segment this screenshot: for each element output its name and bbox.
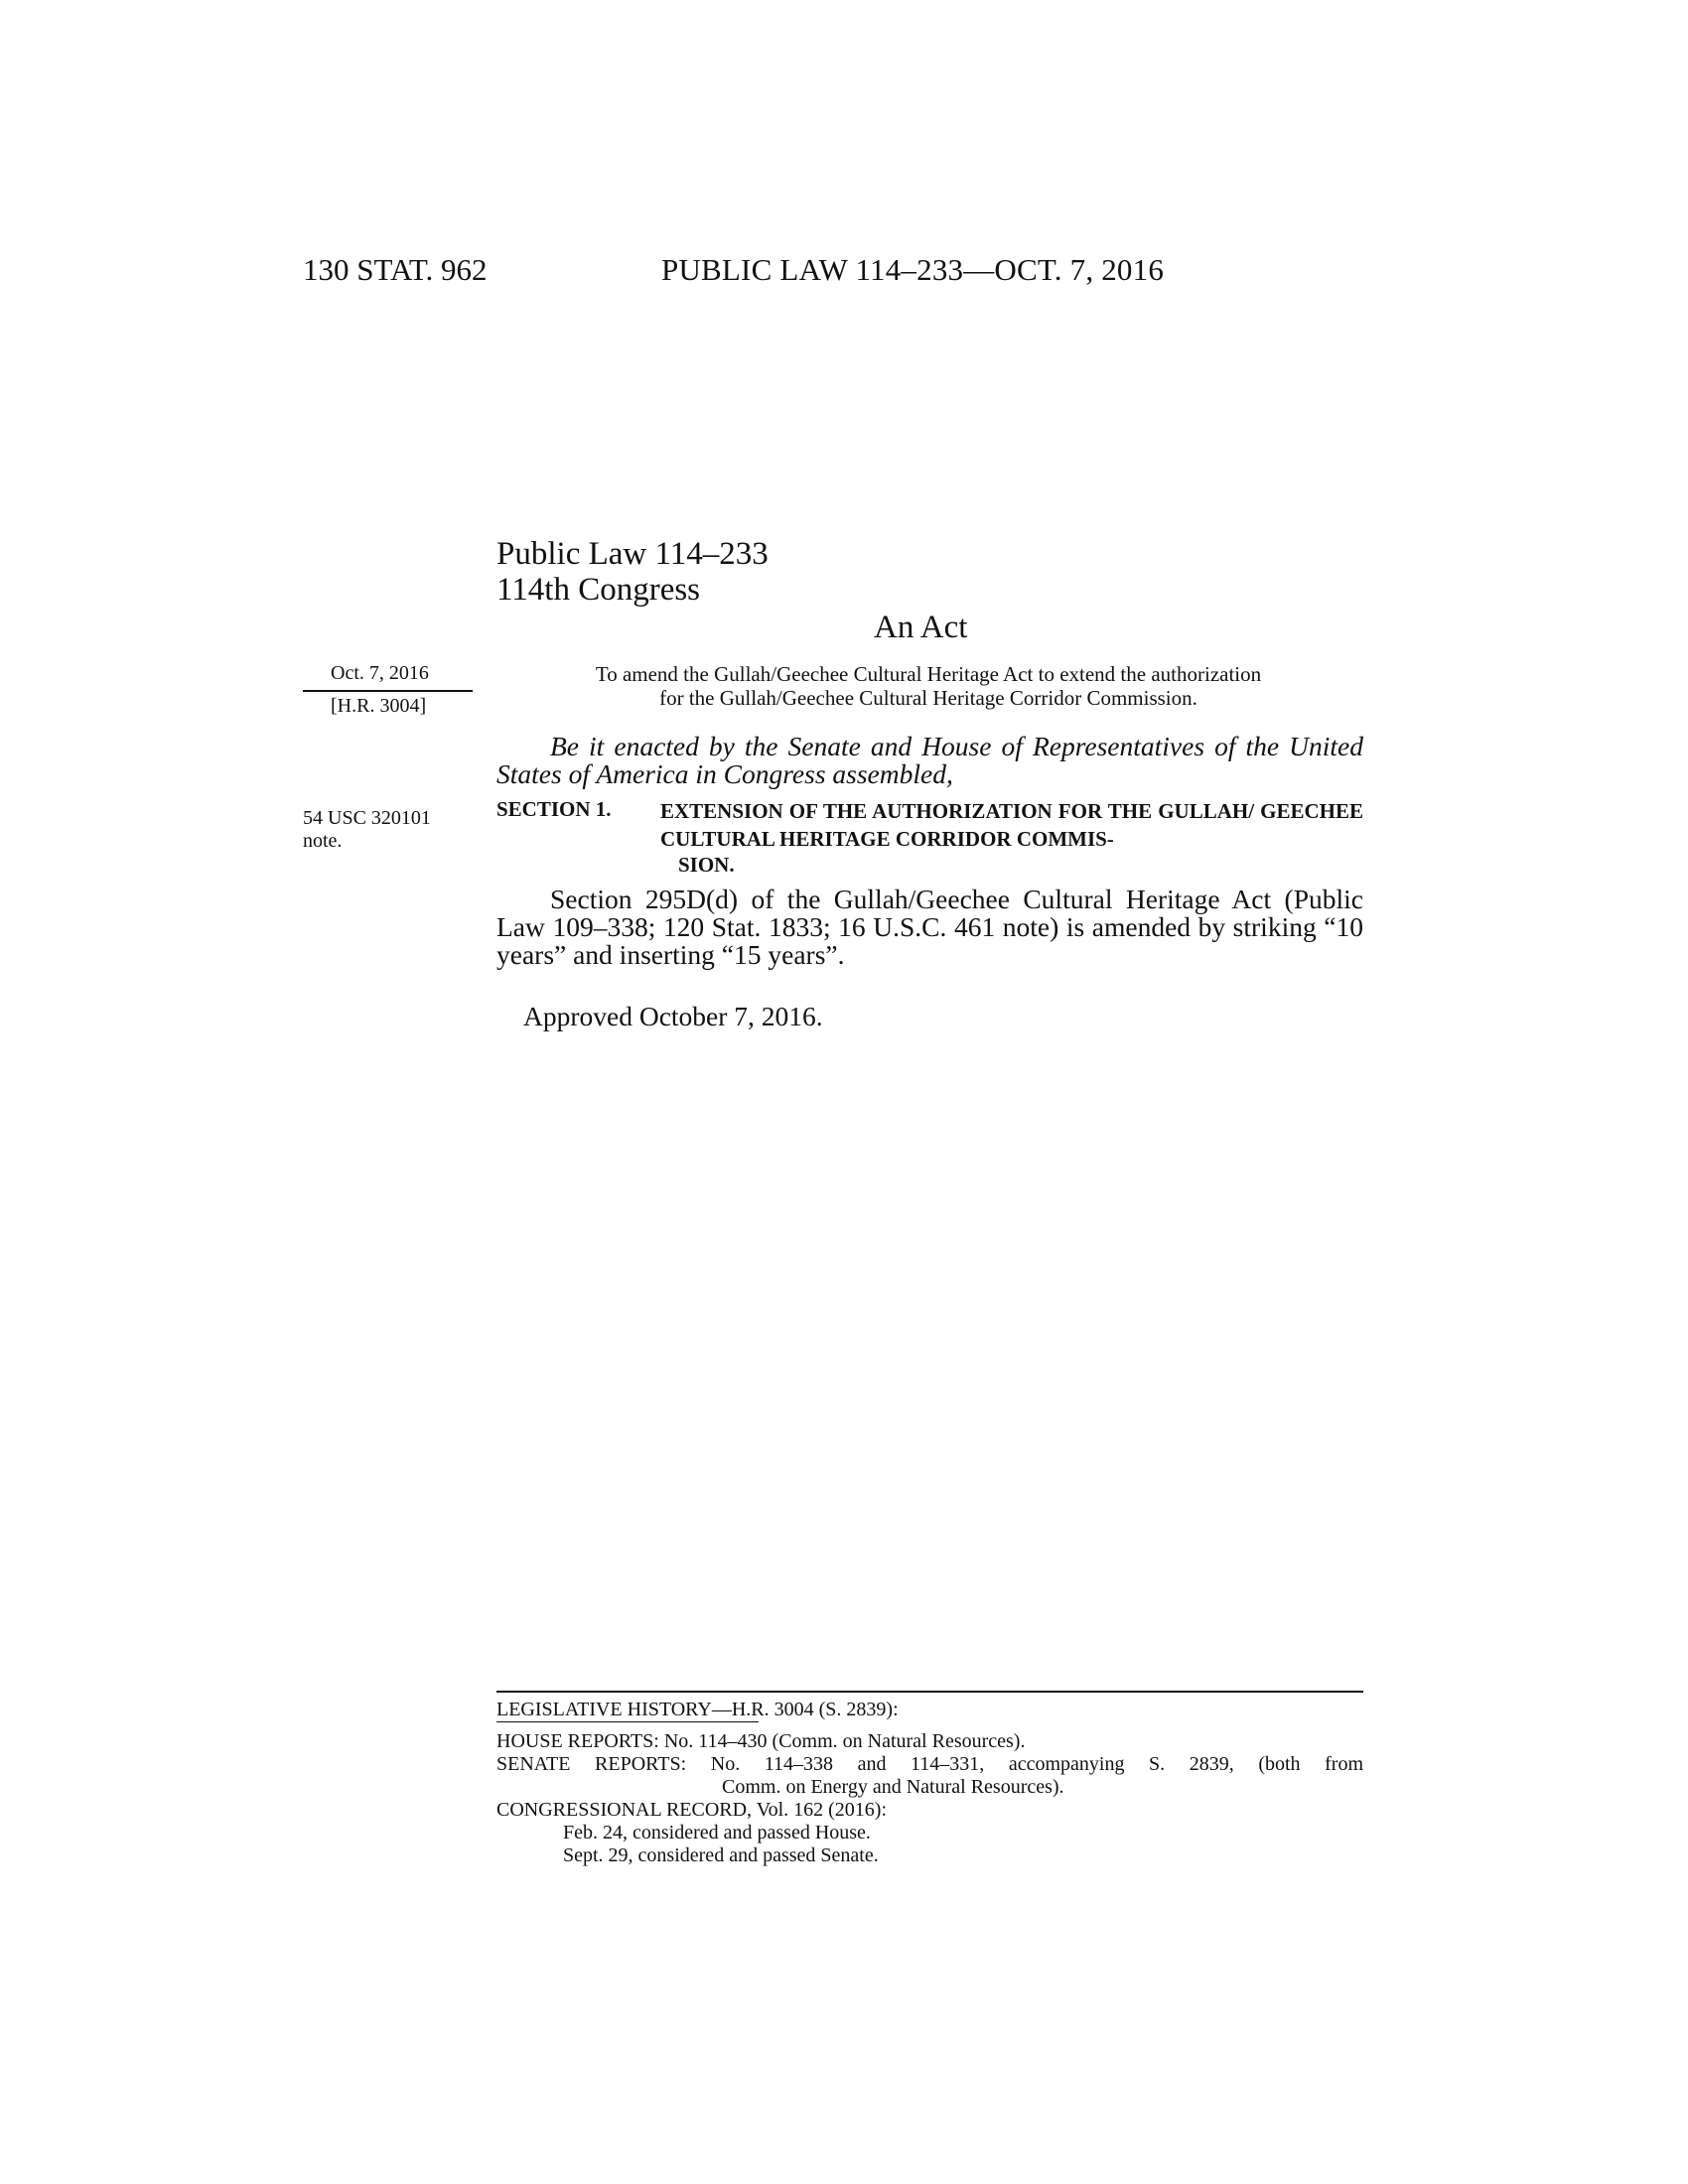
congress-number: 114th Congress [496, 572, 701, 608]
congressional-record: CONGRESSIONAL RECORD, Vol. 162 (2016): [496, 1799, 887, 1821]
act-purpose-line2: for the Gullah/Geechee Cultural Heritage Corridor Commission. [659, 686, 1197, 710]
act-purpose-line1: To amend the Gullah/Geechee Cultural Heritage Act to extend the authorization [595, 662, 1262, 686]
margin-note-usc-line1: 54 USC 320101 [303, 807, 431, 829]
law-number: Public Law 114–233 [496, 536, 769, 572]
record-house-entry: Feb. 24, considered and passed House. [563, 1822, 871, 1843]
senate-reports-continued: Comm. on Energy and Natural Resources). [722, 1776, 1064, 1798]
section-label: SECTION 1. [496, 797, 612, 821]
margin-note-usc [303, 807, 431, 853]
approval-date: Approved October 7, 2016. [523, 1001, 823, 1031]
margin-note-bill: [H.R. 3004] [331, 695, 427, 717]
margin-note-rule [303, 690, 473, 692]
section-body: Section 295D(d) of the Gullah/Geechee Cultural Heritage Act (Public Law 109–338; 120 Stat. 1833; 16 U.S.C. 461 note) is amended by striking “10 years” and inserting “15 years”. [496, 884, 1363, 970]
history-title-underline [496, 1721, 759, 1722]
section-heading-last-line: SION. [678, 853, 735, 877]
record-senate-entry: Sept. 29, considered and passed Senate. [563, 1844, 879, 1866]
history-top-rule [496, 1691, 1363, 1693]
legislative-history-title: LEGISLATIVE HISTORY—H.R. 3004 (S. 2839): [496, 1699, 899, 1720]
house-reports: HOUSE REPORTS: No. 114–430 (Comm. on Natural Resources). [496, 1730, 1026, 1752]
senate-reports: SENATE REPORTS: No. 114–338 and 114–331, accompanying S. 2839, (both from [496, 1753, 1363, 1775]
page-stat-number: 130 STAT. 962 [303, 252, 488, 287]
margin-note-usc-line2: note. [303, 830, 343, 852]
margin-note-date: Oct. 7, 2016 [331, 662, 429, 684]
act-heading: An Act [874, 610, 968, 645]
act-purpose [496, 662, 1360, 710]
section-heading: EXTENSION OF THE AUTHORIZATION FOR THE GULLAH/ GEECHEE CULTURAL HERITAGE CORRIDOR COMMIS- [660, 799, 1363, 851]
running-head-title: PUBLIC LAW 114–233—OCT. 7, 2016 [661, 252, 1165, 287]
enacting-clause: Be it enacted by the Senate and House of Representatives of the United States of America in Congress assembled, [496, 731, 1363, 789]
